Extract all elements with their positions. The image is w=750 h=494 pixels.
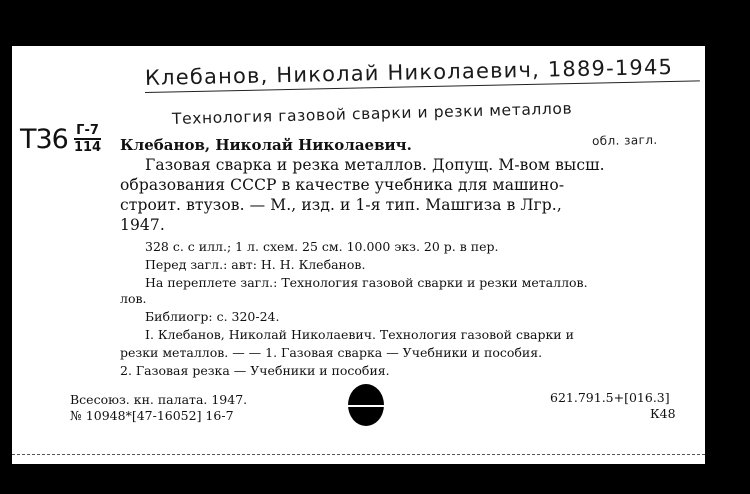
catalog-card: [12, 46, 705, 464]
shelfmark-main: Т36: [20, 124, 68, 155]
description-line-1: Газовая сварка и резка металлов. Допущ. М-вом высш.: [145, 156, 605, 174]
detail-extent: 328 с. с илл.; 1 л. схем. 25 см. 10.000 экз. 20 р. в пер.: [145, 239, 499, 254]
detail-bibliography: Библиогр: с. 320-24.: [145, 309, 280, 324]
detail-binding-title: На переплете загл.: Технология газовой сварки и резки металлов.: [145, 275, 588, 290]
detail-author-note: Перед загл.: авт: Н. Н. Клебанов.: [145, 257, 366, 272]
handwritten-title-line: Технология газовой сварки и резки металлов: [171, 99, 573, 128]
detail-binding-title-cont: лов.: [120, 291, 147, 306]
shelfmark-fraction: [74, 124, 101, 154]
shelfmark-denominator: 114: [73, 140, 102, 155]
footer-udc: 621.791.5+[016.3]: [550, 390, 670, 405]
detail-tracing-3: 2. Газовая резка — Учебники и пособия.: [120, 363, 390, 378]
shelfmark: [20, 124, 101, 155]
footer-author-mark: К48: [650, 406, 676, 421]
description-line-3: строит. втузов. — М., изд. и 1-я тип. Машгиза в Лгр.,: [120, 196, 562, 214]
description-line-2: образования СССР в качестве учебника для машино-: [120, 176, 565, 194]
author-heading: Клебанов, Николай Николаевич.: [120, 136, 412, 154]
detail-tracing-1: I. Клебанов, Николай Николаевич. Технология газовой сварки и: [145, 327, 574, 342]
description-line-4: 1947.: [120, 216, 165, 234]
handwritten-author-line: Клебанов, Николай Николаевич, 1889-1945: [144, 54, 674, 90]
footer-publisher: Всесоюз. кн. палата. 1947.: [70, 392, 248, 407]
punch-hole: [348, 384, 384, 426]
handwritten-cover-note: обл. загл.: [591, 132, 658, 148]
card-divider: [12, 454, 705, 455]
shelfmark-numerator: Г-7: [74, 124, 101, 140]
footer-record-number: № 10948*[47-16052] 16-7: [70, 408, 234, 423]
detail-tracing-2: резки металлов. — — 1. Газовая сварка — Учебники и пособия.: [120, 345, 543, 360]
